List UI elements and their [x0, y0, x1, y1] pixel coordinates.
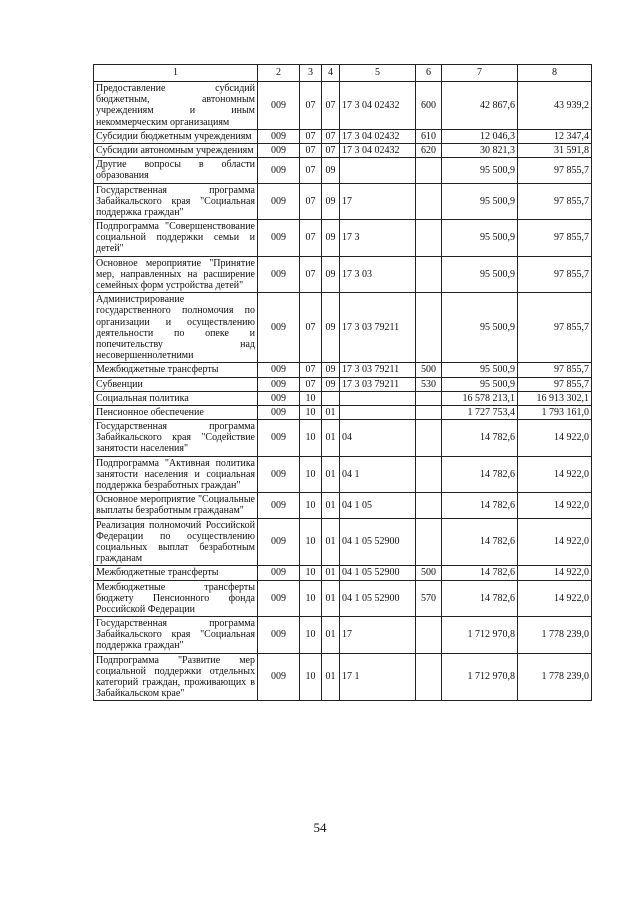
- table-row: [94, 82, 592, 130]
- cell-section: 07: [300, 143, 322, 157]
- cell-amount-year2: 14 922,0: [518, 493, 592, 518]
- page-number: 54: [313, 820, 327, 835]
- budget-table: [93, 64, 592, 701]
- cell-ministry-code: 009: [258, 82, 300, 130]
- cell-subsection: 01: [322, 580, 340, 617]
- cell-amount-year1: 16 578 213,1: [442, 391, 518, 405]
- cell-expense-type: [416, 617, 442, 654]
- cell-ministry-code: 009: [258, 617, 300, 654]
- cell-subsection: 09: [322, 158, 340, 183]
- cell-target-article: 04 1 05 52900: [340, 566, 416, 580]
- cell-expense-type: [416, 493, 442, 518]
- cell-target-article: 17 3 03 79211: [340, 377, 416, 391]
- cell-subsection: 01: [322, 566, 340, 580]
- cell-subsection: 09: [322, 183, 340, 220]
- cell-target-article: [340, 158, 416, 183]
- cell-target-article: 17 3 03: [340, 256, 416, 293]
- cell-section: 10: [300, 617, 322, 654]
- cell-amount-year1: 1 712 970,8: [442, 617, 518, 654]
- cell-name: Межбюджетные трансферты: [94, 363, 258, 377]
- cell-amount-year1: 1 712 970,8: [442, 653, 518, 701]
- table-row: [94, 143, 592, 157]
- cell-expense-type: 600: [416, 82, 442, 130]
- cell-ministry-code: 009: [258, 653, 300, 701]
- cell-name: Реализация полномочий Российской Федерации по осуществлению социальных выплат безработным гражданам: [94, 518, 258, 566]
- cell-amount-year1: 95 500,9: [442, 377, 518, 391]
- cell-name: Государственная программа Забайкальского края "Содействие занятости населения": [94, 420, 258, 457]
- cell-subsection: 09: [322, 256, 340, 293]
- cell-subsection: 09: [322, 293, 340, 363]
- cell-subsection: 07: [322, 143, 340, 157]
- cell-expense-type: [416, 293, 442, 363]
- cell-amount-year2: 14 922,0: [518, 566, 592, 580]
- cell-amount-year2: 14 922,0: [518, 580, 592, 617]
- cell-amount-year1: 14 782,6: [442, 420, 518, 457]
- cell-expense-type: [416, 391, 442, 405]
- cell-section: 10: [300, 391, 322, 405]
- cell-amount-year1: 12 046,3: [442, 129, 518, 143]
- cell-amount-year2: 1 793 161,0: [518, 405, 592, 419]
- column-header: 8: [518, 65, 592, 82]
- table-row: [94, 377, 592, 391]
- cell-target-article: 04 1 05: [340, 493, 416, 518]
- cell-amount-year1: 14 782,6: [442, 518, 518, 566]
- table-row: [94, 158, 592, 183]
- cell-expense-type: 500: [416, 363, 442, 377]
- cell-target-article: 17 3: [340, 220, 416, 257]
- cell-subsection: 01: [322, 420, 340, 457]
- cell-ministry-code: 009: [258, 391, 300, 405]
- cell-name: Государственная программа Забайкальского края "Социальная поддержка граждан": [94, 183, 258, 220]
- table-body: [94, 82, 592, 701]
- cell-amount-year2: 16 913 302,1: [518, 391, 592, 405]
- cell-ministry-code: 009: [258, 405, 300, 419]
- cell-ministry-code: 009: [258, 377, 300, 391]
- cell-section: 10: [300, 518, 322, 566]
- cell-amount-year2: 97 855,7: [518, 363, 592, 377]
- cell-expense-type: [416, 220, 442, 257]
- cell-target-article: 17: [340, 617, 416, 654]
- cell-target-article: [340, 391, 416, 405]
- table-row: [94, 391, 592, 405]
- cell-expense-type: [416, 456, 442, 493]
- cell-name: Пенсионное обеспечение: [94, 405, 258, 419]
- column-header: 1: [94, 65, 258, 82]
- cell-expense-type: [416, 420, 442, 457]
- cell-amount-year1: 95 500,9: [442, 220, 518, 257]
- table-row: [94, 617, 592, 654]
- cell-subsection: 07: [322, 129, 340, 143]
- cell-expense-type: [416, 653, 442, 701]
- table-row: [94, 405, 592, 419]
- cell-amount-year1: 14 782,6: [442, 456, 518, 493]
- cell-amount-year1: 95 500,9: [442, 293, 518, 363]
- cell-name: Субсидии автономным учреждениям: [94, 143, 258, 157]
- cell-ministry-code: 009: [258, 158, 300, 183]
- cell-section: 10: [300, 420, 322, 457]
- cell-expense-type: [416, 518, 442, 566]
- cell-section: 10: [300, 566, 322, 580]
- cell-subsection: 01: [322, 456, 340, 493]
- cell-name: Основное мероприятие "Принятие мер, направленных на расширение семейных форм устройства детей": [94, 256, 258, 293]
- cell-name: Субвенции: [94, 377, 258, 391]
- cell-amount-year2: 97 855,7: [518, 158, 592, 183]
- cell-target-article: 17 3 04 02432: [340, 82, 416, 130]
- cell-section: 07: [300, 256, 322, 293]
- cell-name: Подпрограмма "Развитие мер социальной поддержки отдельных категорий граждан, проживающих в Забайкальском крае": [94, 653, 258, 701]
- table-row: [94, 220, 592, 257]
- cell-amount-year1: 14 782,6: [442, 566, 518, 580]
- cell-subsection: 09: [322, 220, 340, 257]
- cell-amount-year2: 14 922,0: [518, 456, 592, 493]
- cell-ministry-code: 009: [258, 566, 300, 580]
- cell-amount-year2: 14 922,0: [518, 420, 592, 457]
- table-row: [94, 580, 592, 617]
- table-row: [94, 363, 592, 377]
- column-header: 5: [340, 65, 416, 82]
- column-header: 2: [258, 65, 300, 82]
- cell-ministry-code: 009: [258, 518, 300, 566]
- cell-amount-year1: 1 727 753,4: [442, 405, 518, 419]
- cell-ministry-code: 009: [258, 129, 300, 143]
- cell-target-article: 17: [340, 183, 416, 220]
- cell-ministry-code: 009: [258, 256, 300, 293]
- cell-amount-year2: 14 922,0: [518, 518, 592, 566]
- table-row: [94, 566, 592, 580]
- cell-expense-type: 620: [416, 143, 442, 157]
- cell-section: 10: [300, 456, 322, 493]
- cell-subsection: 01: [322, 493, 340, 518]
- cell-expense-type: [416, 256, 442, 293]
- cell-amount-year2: 12 347,4: [518, 129, 592, 143]
- cell-ministry-code: 009: [258, 143, 300, 157]
- cell-section: 07: [300, 82, 322, 130]
- cell-name: Социальная политика: [94, 391, 258, 405]
- cell-amount-year2: 97 855,7: [518, 220, 592, 257]
- cell-amount-year2: 97 855,7: [518, 256, 592, 293]
- cell-name: Другие вопросы в области образования: [94, 158, 258, 183]
- cell-ministry-code: 009: [258, 220, 300, 257]
- cell-section: 07: [300, 158, 322, 183]
- cell-name: Государственная программа Забайкальского края "Социальная поддержка граждан": [94, 617, 258, 654]
- table-row: [94, 293, 592, 363]
- cell-name: Предоставление субсидий бюджетным, автономным учреждениям и иным некоммерческим организациям: [94, 82, 258, 130]
- table-row: [94, 493, 592, 518]
- cell-target-article: 17 3 03 79211: [340, 293, 416, 363]
- cell-name: Основное мероприятие "Социальные выплаты безработным гражданам": [94, 493, 258, 518]
- cell-amount-year2: 43 939,2: [518, 82, 592, 130]
- cell-target-article: 17 1: [340, 653, 416, 701]
- table-header-row: [94, 65, 592, 82]
- cell-amount-year1: 95 500,9: [442, 363, 518, 377]
- cell-amount-year2: 31 591,8: [518, 143, 592, 157]
- cell-subsection: 09: [322, 377, 340, 391]
- cell-target-article: 17 3 04 02432: [340, 129, 416, 143]
- cell-ministry-code: 009: [258, 363, 300, 377]
- cell-expense-type: 610: [416, 129, 442, 143]
- cell-expense-type: [416, 158, 442, 183]
- cell-expense-type: [416, 183, 442, 220]
- cell-target-article: [340, 405, 416, 419]
- cell-amount-year1: 95 500,9: [442, 158, 518, 183]
- cell-name: Субсидии бюджетным учреждениям: [94, 129, 258, 143]
- cell-target-article: 04: [340, 420, 416, 457]
- cell-subsection: 01: [322, 617, 340, 654]
- column-header: 7: [442, 65, 518, 82]
- cell-target-article: 17 3 04 02432: [340, 143, 416, 157]
- cell-subsection: 01: [322, 653, 340, 701]
- cell-subsection: 01: [322, 518, 340, 566]
- cell-ministry-code: 009: [258, 183, 300, 220]
- cell-subsection: [322, 391, 340, 405]
- cell-subsection: 09: [322, 363, 340, 377]
- cell-ministry-code: 009: [258, 456, 300, 493]
- cell-target-article: 04 1 05 52900: [340, 518, 416, 566]
- cell-subsection: 01: [322, 405, 340, 419]
- column-header: 4: [322, 65, 340, 82]
- cell-section: 07: [300, 220, 322, 257]
- table-row: [94, 653, 592, 701]
- cell-target-article: 04 1: [340, 456, 416, 493]
- cell-section: 10: [300, 653, 322, 701]
- cell-amount-year1: 95 500,9: [442, 183, 518, 220]
- column-header: 3: [300, 65, 322, 82]
- cell-subsection: 07: [322, 82, 340, 130]
- cell-name: Подпрограмма "Совершенствование социальной поддержки семьи и детей": [94, 220, 258, 257]
- cell-expense-type: 500: [416, 566, 442, 580]
- cell-amount-year2: 1 778 239,0: [518, 653, 592, 701]
- cell-ministry-code: 009: [258, 293, 300, 363]
- cell-amount-year2: 97 855,7: [518, 183, 592, 220]
- cell-expense-type: 570: [416, 580, 442, 617]
- cell-amount-year1: 95 500,9: [442, 256, 518, 293]
- table-row: [94, 183, 592, 220]
- cell-section: 10: [300, 493, 322, 518]
- cell-target-article: 17 3 03 79211: [340, 363, 416, 377]
- cell-expense-type: [416, 405, 442, 419]
- table-row: [94, 456, 592, 493]
- cell-expense-type: 530: [416, 377, 442, 391]
- cell-amount-year2: 1 778 239,0: [518, 617, 592, 654]
- table-row: [94, 518, 592, 566]
- cell-name: Межбюджетные трансферты: [94, 566, 258, 580]
- cell-ministry-code: 009: [258, 493, 300, 518]
- cell-amount-year1: 14 782,6: [442, 580, 518, 617]
- cell-amount-year1: 30 821,3: [442, 143, 518, 157]
- cell-target-article: 04 1 05 52900: [340, 580, 416, 617]
- column-header: 6: [416, 65, 442, 82]
- table-row: [94, 420, 592, 457]
- cell-amount-year1: 14 782,6: [442, 493, 518, 518]
- cell-ministry-code: 009: [258, 580, 300, 617]
- cell-section: 10: [300, 580, 322, 617]
- cell-amount-year2: 97 855,7: [518, 293, 592, 363]
- cell-amount-year1: 42 867,6: [442, 82, 518, 130]
- table-row: [94, 256, 592, 293]
- cell-section: 07: [300, 363, 322, 377]
- cell-section: 07: [300, 129, 322, 143]
- cell-name: Подпрограмма "Активная политика занятости населения и социальная поддержка безработных граждан": [94, 456, 258, 493]
- cell-name: Администрирование государственного полномочия по организации и осуществлению деятельности по опеке и попечительству над несовершеннолетними: [94, 293, 258, 363]
- cell-section: 07: [300, 293, 322, 363]
- cell-section: 07: [300, 183, 322, 220]
- cell-name: Межбюджетные трансферты бюджету Пенсионного фонда Российской Федерации: [94, 580, 258, 617]
- cell-ministry-code: 009: [258, 420, 300, 457]
- cell-section: 10: [300, 405, 322, 419]
- cell-amount-year2: 97 855,7: [518, 377, 592, 391]
- table-row: [94, 129, 592, 143]
- cell-section: 07: [300, 377, 322, 391]
